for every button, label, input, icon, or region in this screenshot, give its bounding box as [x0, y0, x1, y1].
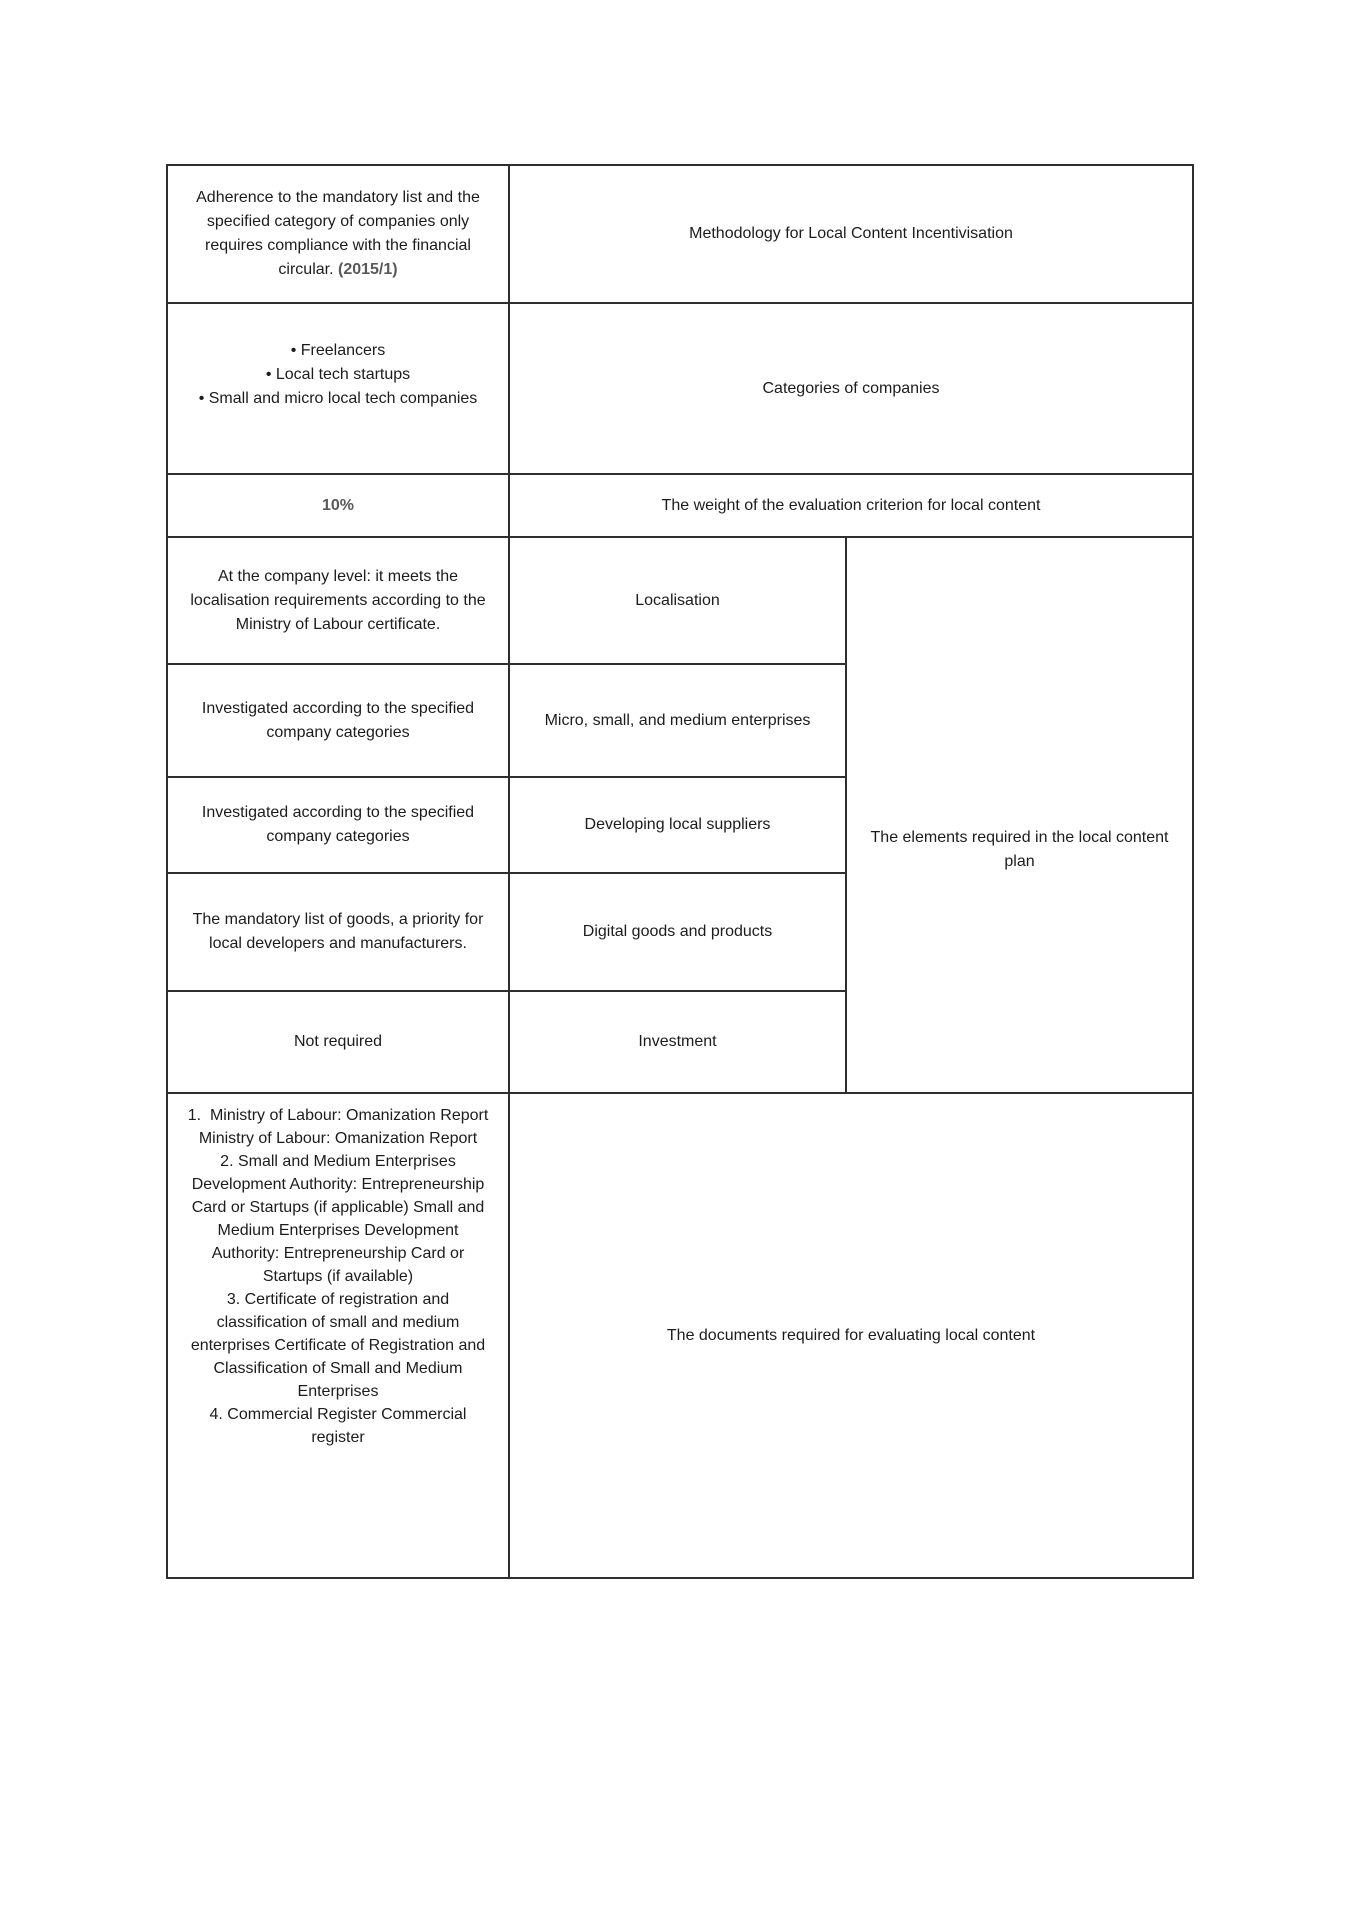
digital-goods-answer-text: The mandatory list of goods, a priority for local developers and manufacturers.	[192, 911, 484, 952]
digital-goods-name-text: Digital goods and products	[582, 923, 773, 940]
investment-name-text: Investment	[638, 1033, 717, 1050]
weight-value-text: 10%	[321, 496, 355, 514]
cell-weight-value	[168, 475, 510, 538]
msme-answer-text: Investigated according to the specified company categories	[201, 699, 475, 741]
categories-label-text: Categories of companies	[762, 379, 940, 397]
cell-methodology-label	[510, 166, 1194, 304]
cell-documents-list	[168, 1094, 510, 1579]
suppliers-answer-text: Investigated according to the specified company categories	[201, 804, 475, 845]
msme-name-text: Micro, small, and medium enterprises	[544, 711, 811, 729]
cell-msme-answer	[168, 665, 510, 778]
localisation-name-text: Localisation	[635, 591, 720, 609]
methodology-answer-text: Adherence to the mandatory list and the specified category of companies only requires compliance with the financial circular.	[196, 189, 480, 278]
methodology-label-text: Methodology for Local Content Incentivisation	[689, 225, 1013, 242]
documents-label-text: The documents required for evaluating local content	[666, 1326, 1036, 1344]
cell-documents-label	[510, 1094, 1194, 1579]
cell-digital-goods-answer	[168, 874, 510, 992]
localisation-answer-text: At the company level: it meets the localisation requirements according to the Ministry of Labour certificate.	[190, 567, 486, 633]
cell-digital-goods-name	[510, 874, 847, 992]
cell-localisation-name	[510, 538, 847, 665]
cell-suppliers-name	[510, 778, 847, 874]
cell-msme-name	[510, 665, 847, 778]
document-item-3: 3. Certificate of registration and classification of small and medium enterprises Certificate of Registration and Classification of Small and Medium Enterprises	[190, 1291, 490, 1400]
local-content-table	[166, 164, 1194, 1579]
cell-categories-answer	[168, 304, 510, 475]
category-bullet-freelancers: • Freelancers	[291, 339, 386, 363]
cell-suppliers-answer	[168, 778, 510, 874]
category-bullet-startups: • Local tech startups	[266, 363, 410, 387]
document-item-4: 4. Commercial Register Commercial register	[209, 1406, 471, 1446]
cell-categories-label	[510, 304, 1194, 475]
document-item-2: 2. Small and Medium Enterprises Development Authority: Entrepreneurship Card or Startups (if applicable) Small and Medium Enterprises Development Authority: Entrepreneurship Card or Startups (if available)	[191, 1153, 489, 1285]
elements-label-text: The elements required in the local content plan	[870, 829, 1169, 870]
investment-answer-text: Not required	[293, 1033, 383, 1050]
cell-elements-label	[847, 538, 1194, 1094]
methodology-reference: (2015/1)	[337, 261, 398, 278]
weight-label-text: The weight of the evaluation criterion for local content	[661, 496, 1041, 514]
cell-investment-name	[510, 992, 847, 1094]
document-item-1: 1. Ministry of Labour: Omanization Report Ministry of Labour: Omanization Report	[187, 1107, 493, 1147]
suppliers-name-text: Developing local suppliers	[584, 816, 771, 833]
cell-localisation-answer	[168, 538, 510, 665]
category-bullet-small-micro: • Small and micro local tech companies	[199, 387, 478, 411]
cell-weight-label	[510, 475, 1194, 538]
cell-investment-answer	[168, 992, 510, 1094]
cell-methodology-answer	[168, 166, 510, 304]
